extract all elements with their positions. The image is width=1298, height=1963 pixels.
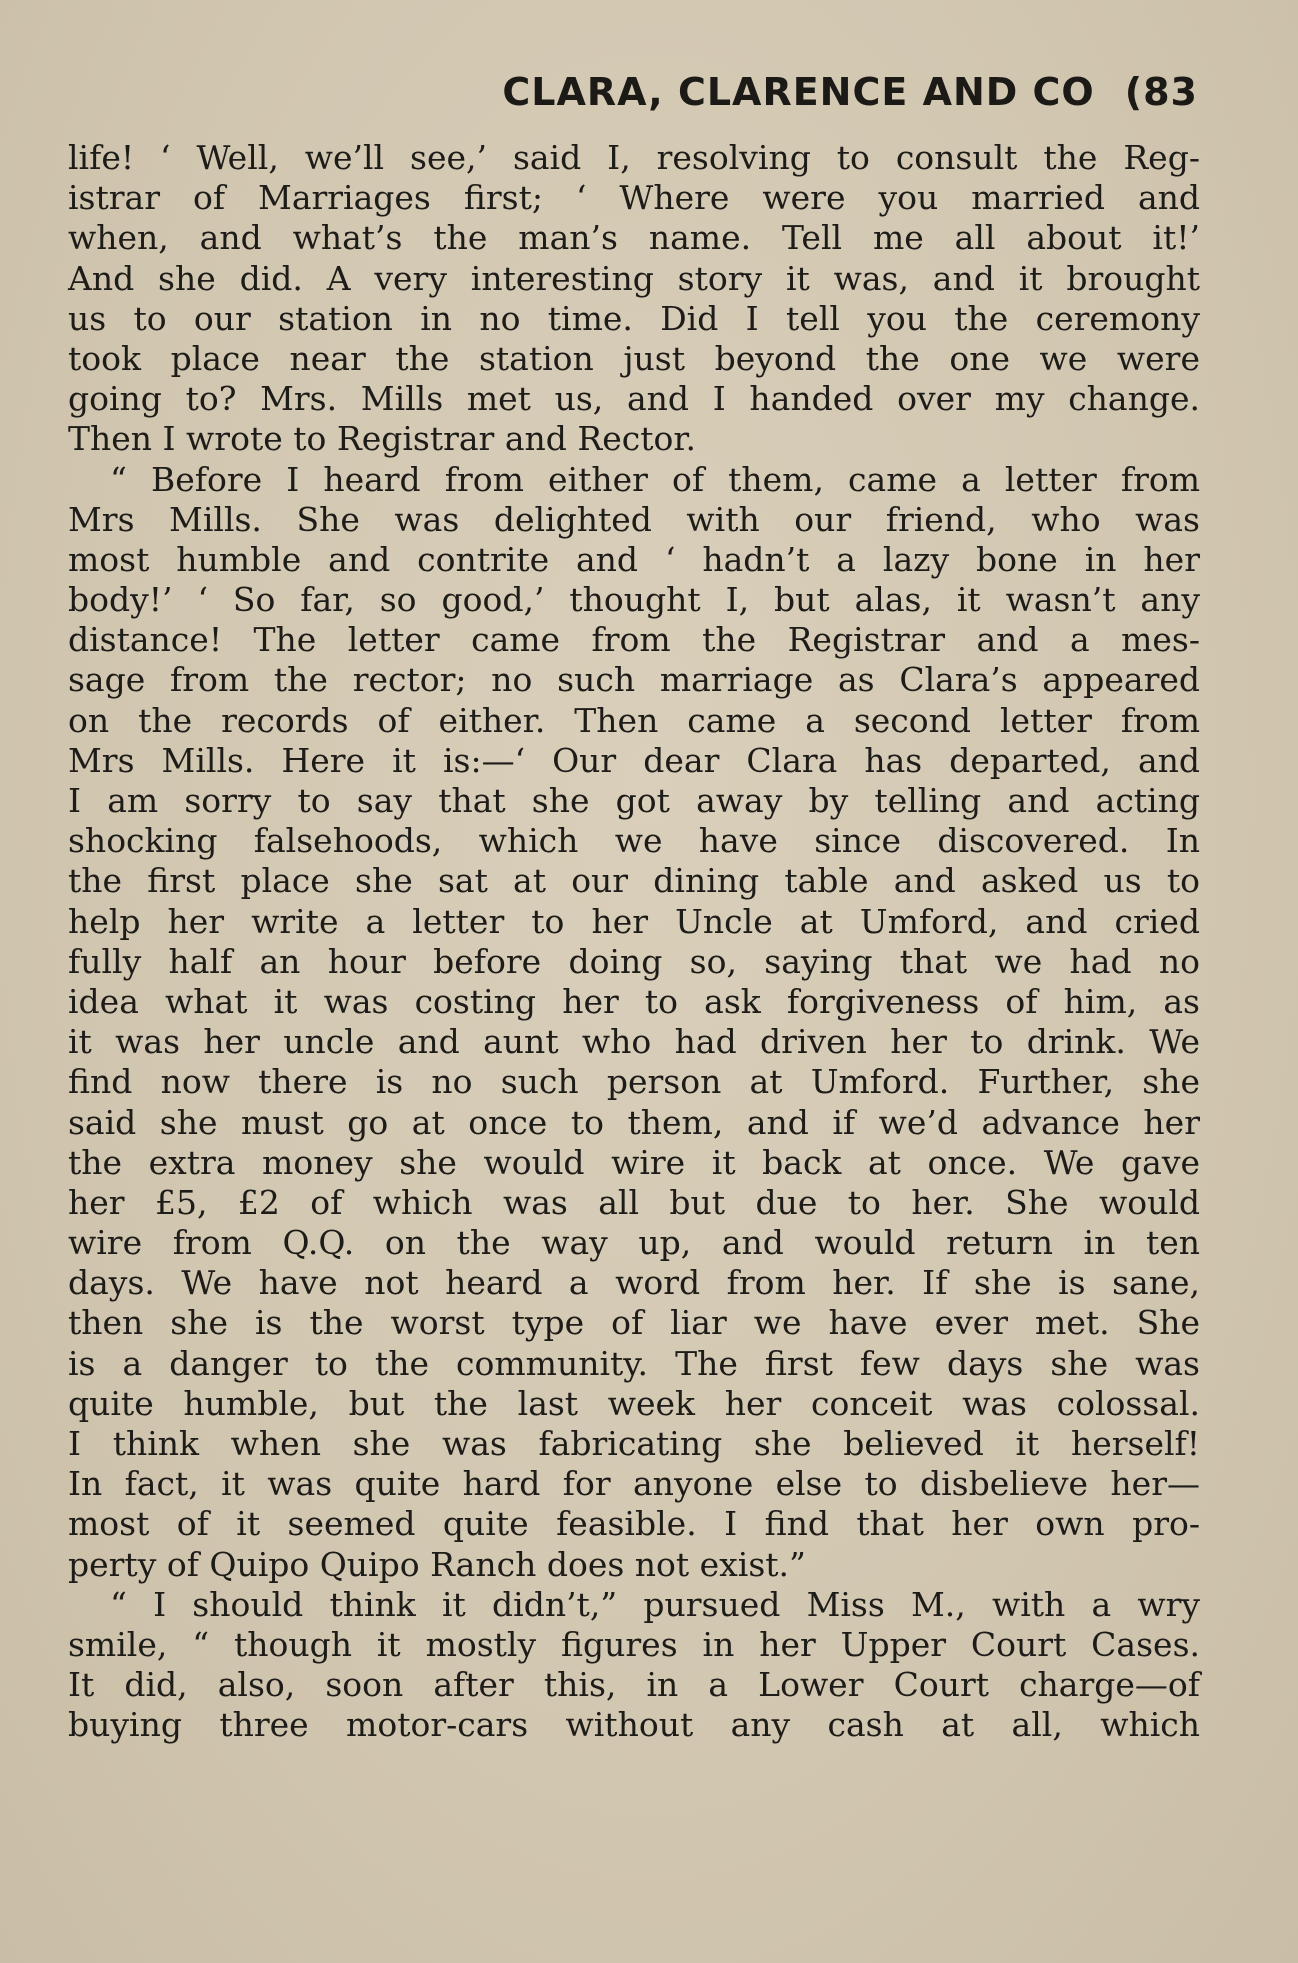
text-line: going to? Mrs. Mills met us, and I handed over my change. xyxy=(68,379,1200,419)
text-line: most humble and contrite and ‘ hadn’t a lazy bone in her xyxy=(68,539,1200,579)
text-line: quite humble, but the last week her conceit was colossal. xyxy=(68,1383,1200,1423)
text-line: In fact, it was quite hard for anyone else to disbelieve her— xyxy=(68,1464,1200,1504)
text-line: Mrs Mills. She was delighted with our friend, who was xyxy=(68,499,1200,539)
text-line: buying three motor-cars without any cash at all, which xyxy=(68,1705,1200,1745)
text-line: the extra money she would wire it back at once. We gave xyxy=(68,1142,1200,1182)
text-line: find now there is no such person at Umford. Further, she xyxy=(68,1062,1200,1102)
text-line: I think when she was fabricating she believed it herself! xyxy=(68,1424,1200,1463)
text-line: her £5, £2 of which was all but due to her. She would xyxy=(68,1182,1200,1222)
text-line: said she must go at once to them, and if we’d advance her xyxy=(68,1102,1200,1142)
text-line: us to our station in no time. Did I tell you the ceremony xyxy=(68,298,1200,338)
text-line: most of it seemed quite feasible. I find that her own pro- xyxy=(68,1504,1200,1544)
running-head xyxy=(502,70,1198,114)
text-line: help her write a letter to her Uncle at Umford, and cried xyxy=(68,901,1200,941)
text-line: on the records of either. Then came a second letter from xyxy=(68,700,1200,740)
text-line: smile, “ though it mostly figures in her Upper Court Cases. xyxy=(68,1624,1200,1664)
text-line: the first place she sat at our dining table and asked us to xyxy=(68,861,1200,901)
text-line: I am sorry to say that she got away by telling and acting xyxy=(68,781,1200,820)
text-line: “ I should think it didn’t,” pursued Miss M., with a wry xyxy=(110,1584,1200,1624)
text-line: It did, also, soon after this, in a Lower Court charge—of xyxy=(68,1665,1200,1705)
text-line: And she did. A very interesting story it was, and it brought xyxy=(68,258,1200,298)
text-line: it was her uncle and aunt who had driven her to drink. We xyxy=(68,1022,1200,1062)
text-line: took place near the station just beyond the one we were xyxy=(68,338,1200,378)
text-line: Mrs Mills. Here it is:—‘ Our dear Clara has departed, and xyxy=(68,740,1200,780)
text-line: fully half an hour before doing so, saying that we had no xyxy=(68,941,1200,981)
text-line: wire from Q.Q. on the way up, and would return in ten xyxy=(68,1223,1200,1263)
text-line: Then I wrote to Registrar and Rector. xyxy=(68,419,696,459)
text-line: when, and what’s the man’s name. Tell me all about it!’ xyxy=(68,218,1200,258)
body-text xyxy=(68,138,1200,1746)
text-line: shocking falsehoods, which we have since discovered. In xyxy=(68,821,1200,861)
text-line: perty of Quipo Quipo Ranch does not exist.” xyxy=(68,1544,806,1584)
text-line: distance! The letter came from the Registrar and a mes- xyxy=(68,620,1200,660)
text-line: body!’ ‘ So far, so good,’ thought I, but alas, it wasn’t any xyxy=(68,580,1200,620)
text-line: then she is the worst type of liar we have ever met. She xyxy=(68,1303,1200,1343)
text-line: “ Before I heard from either of them, came a letter from xyxy=(110,459,1200,499)
page-number: (83 xyxy=(1124,70,1198,114)
text-line: life! ‘ Well, we’ll see,’ said I, resolving to consult the Reg- xyxy=(68,138,1200,177)
text-line: sage from the rector; no such marriage as Clara’s appeared xyxy=(68,660,1200,700)
text-line: istrar of Marriages first; ‘ Where were you married and xyxy=(68,178,1200,218)
text-line: idea what it was costing her to ask forgiveness of him, as xyxy=(68,981,1200,1021)
text-line: is a danger to the community. The first few days she was xyxy=(68,1343,1200,1383)
running-title: CLARA, CLARENCE AND CO xyxy=(502,70,1095,114)
text-line: days. We have not heard a word from her. If she is sane, xyxy=(68,1263,1200,1303)
